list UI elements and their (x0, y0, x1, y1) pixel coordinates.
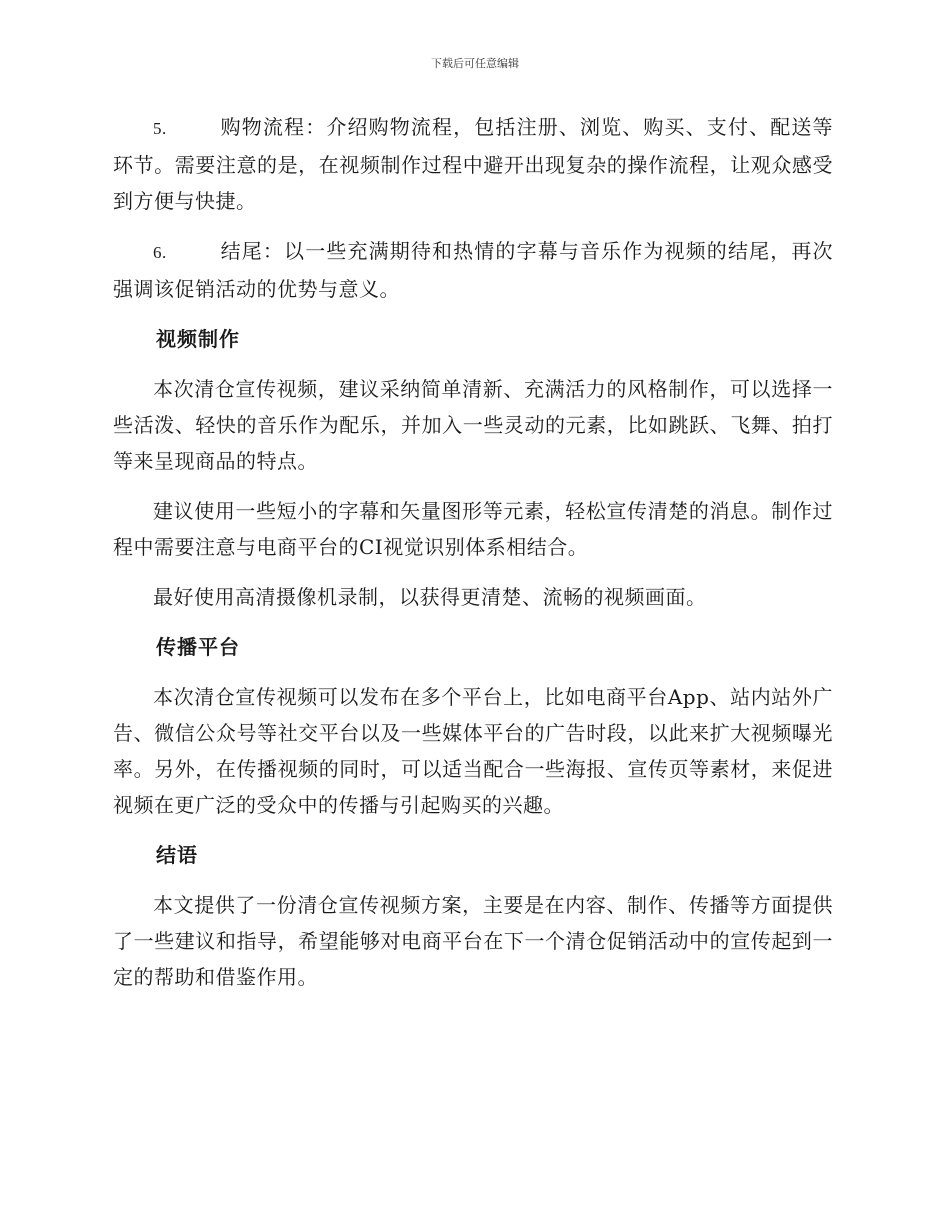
page-header-note: 下载后可任意编辑 (431, 57, 519, 70)
paragraph: 本次清仓宣传视频可以发布在多个平台上，比如电商平台App、站内站外广告、微信公众号等社交平台以及一些媒体平台的广告时段，以此来扩大视频曝光率。另外，在传播视频的同时，可以适当配合一些海报、宣传页等素材，来促进视频在更广泛的受众中的传播与引起购买的兴趣。 (113, 685, 833, 817)
section-heading-video-production: 视频制作 (156, 327, 240, 351)
document-body (113, 109, 833, 995)
paragraph: 本次清仓宣传视频，建议采纳简单清新、充满活力的风格制作，可以选择一些活泼、轻快的音乐作为配乐，并加入一些灵动的元素，比如跳跃、飞舞、拍打等来呈现商品的特点。 (113, 377, 833, 473)
list-item-number: 5. (153, 119, 167, 138)
list-item-ending (113, 233, 833, 307)
list-item-text: 结尾：以一些充满期待和热情的字幕与音乐作为视频的结尾，再次强调该促销活动的优势与意义。 (113, 239, 833, 301)
section-heading-conclusion: 结语 (156, 843, 198, 867)
list-item-shopping-flow (113, 109, 833, 219)
section-heading-distribution: 传播平台 (156, 635, 240, 659)
list-item-text: 购物流程：介绍购物流程，包括注册、浏览、购买、支付、配送等环节。需要注意的是，在视频制作过程中避开出现复杂的操作流程，让观众感受到方便与快捷。 (113, 115, 833, 213)
list-item-number: 6. (153, 243, 167, 262)
paragraph: 建议使用一些短小的字幕和矢量图形等元素，轻松宣传清楚的消息。制作过程中需要注意与电商平台的CI视觉识别体系相结合。 (113, 499, 833, 559)
paragraph: 最好使用高清摄像机录制，以获得更清楚、流畅的视频画面。 (153, 585, 707, 609)
paragraph: 本文提供了一份清仓宣传视频方案，主要是在内容、制作、传播等方面提供了一些建议和指导，希望能够对电商平台在下一个清仓促销活动中的宣传起到一定的帮助和借鉴作用。 (113, 893, 833, 989)
